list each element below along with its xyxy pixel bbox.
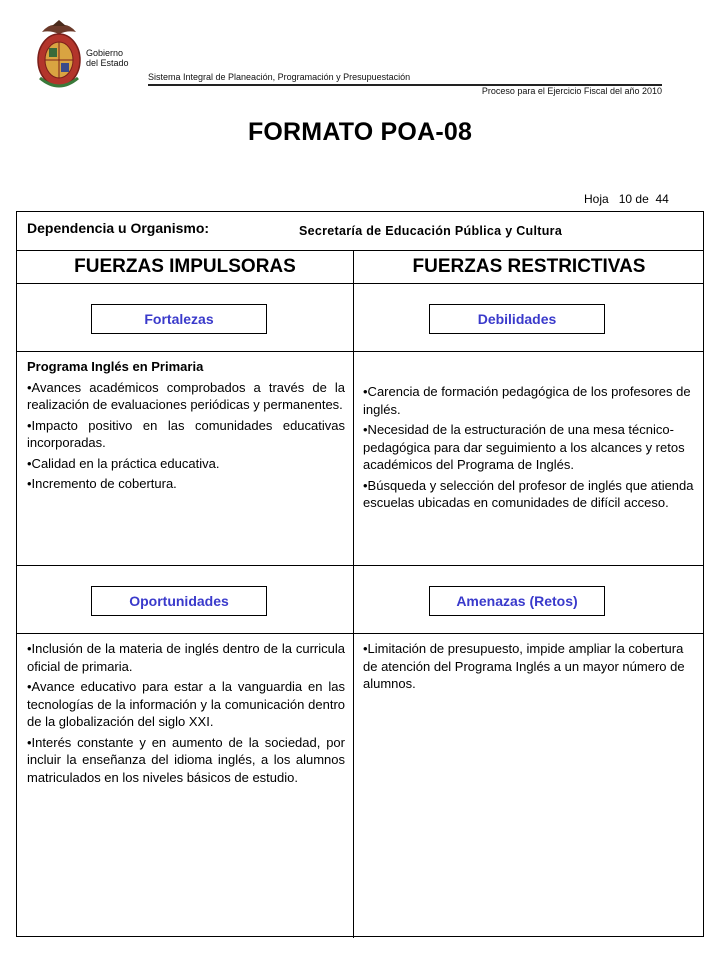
divider: [17, 351, 703, 352]
list-item: •Inclusión de la materia de inglés dentro de la curricula oficial de primaria.: [27, 641, 345, 674]
list-item: •Calidad en la práctica educativa.: [27, 455, 220, 471]
list-item: •Carencia de formación pedagógica de los profesores de inglés.: [363, 384, 691, 417]
debilidades-list: [363, 383, 695, 515]
list-item: •Incremento de cobertura.: [27, 476, 177, 491]
page-title: FORMATO POA-08: [247, 118, 473, 146]
list-item: •Limitación de presupuesto, impide ampliar la cobertura de atención del Programa Inglés a un mayor número de alumnos.: [363, 641, 685, 691]
list-item: •Avances académicos comprobados a través de la realización de evaluaciones periódicas y permanentes.: [27, 379, 345, 412]
poa-table: [16, 211, 704, 937]
fuerzas-impulsoras-heading: FUERZAS IMPULSORAS: [74, 256, 296, 277]
state-seal-icon: [34, 18, 84, 92]
fuerzas-restrictivas-heading: FUERZAS RESTRICTIVAS: [412, 256, 646, 277]
list-item: •Interés constante y en aumento de la sociedad, por incluir la enseñanza del idioma inglés, a los alumnos matriculados en los niveles básicos de estudio.: [27, 734, 345, 785]
process-label: Proceso para el Ejercicio Fiscal del año 2010: [481, 86, 662, 96]
page-counter: Hoja 10 de 44: [584, 192, 669, 206]
system-name: Sistema Integral de Planeación, Programación y Presupuestación: [148, 72, 411, 82]
amenazas-box: Amenazas (Retos): [429, 586, 605, 616]
divider: [17, 633, 703, 634]
divider: [17, 565, 703, 566]
column-divider: [353, 250, 354, 938]
divider: [17, 283, 703, 284]
fortalezas-box: Fortalezas: [91, 304, 267, 334]
fortalezas-list: [27, 358, 345, 496]
list-item: •Necesidad de la estructuración de una mesa técnico-pedagógica para dar seguimiento a los alcances y retos académicos del Programa de Inglés.: [363, 422, 685, 472]
dependencia-label: Dependencia u Organismo:: [27, 220, 210, 236]
oportunidades-box: Oportunidades: [91, 586, 267, 616]
list-item: •Avance educativo para estar a la vanguardia en las tecnologías de la información y la comunicación dentro de la globalización del siglo XXI.: [27, 679, 345, 729]
gobierno-label: Gobierno del Estado: [86, 48, 129, 68]
debilidades-box: Debilidades: [429, 304, 605, 334]
list-item: •Impacto positivo en las comunidades educativas incorporadas.: [27, 417, 345, 450]
program-name: Programa Inglés en Primaria: [27, 359, 204, 374]
amenazas-list: [363, 640, 695, 696]
dependencia-value: Secretaría de Educación Pública y Cultura: [299, 224, 563, 238]
oportunidades-list: [27, 640, 345, 789]
list-item: •Búsqueda y selección del profesor de inglés que atienda escuelas ubicadas en comunidades de difícil acceso.: [363, 477, 694, 510]
